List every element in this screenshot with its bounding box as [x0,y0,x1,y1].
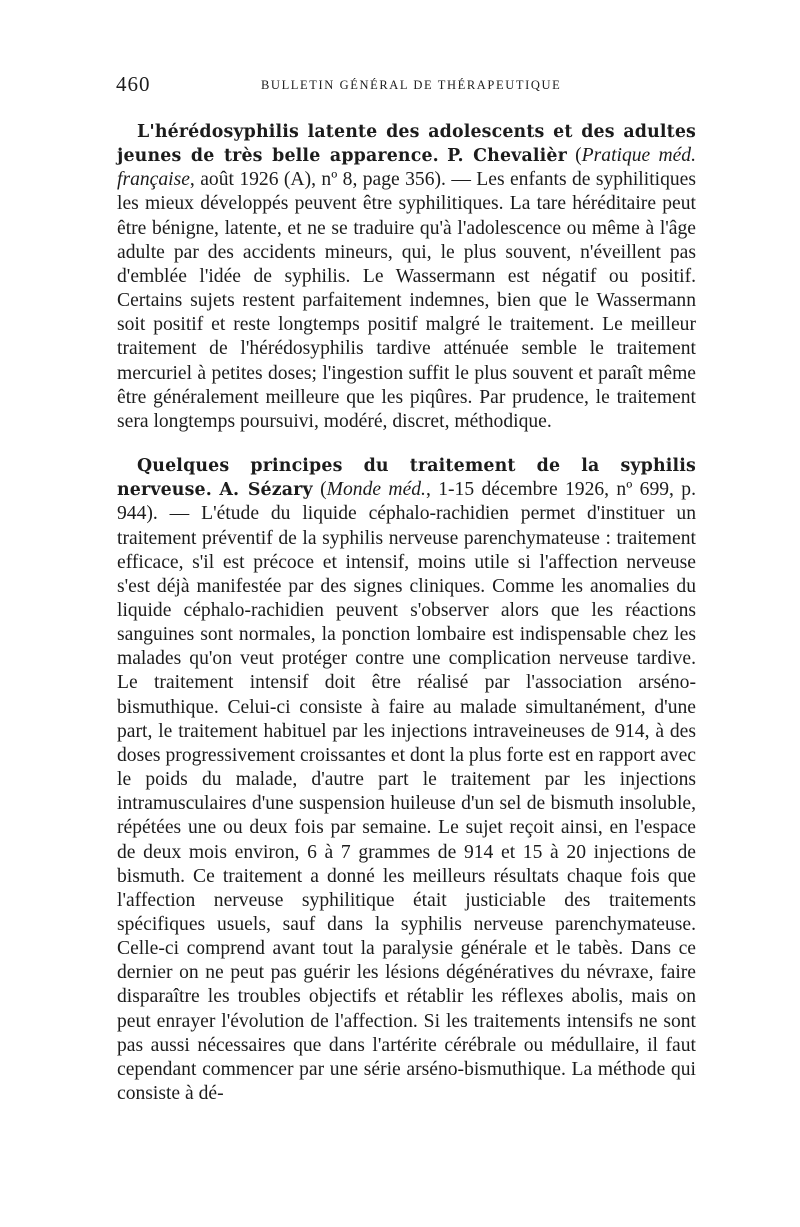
citation-details: , août 1926 (A), nº 8, page 356). [189,169,446,191]
article-author: A. Sézary [219,480,313,501]
running-head [116,72,696,102]
abstract-neurosyphilis-treatment [117,454,696,1106]
journal-title: BULLETIN GÉNÉRAL DE THÉRAPEUTIQUE [261,78,562,92]
page-content [117,120,696,1106]
abstract-body: — L'étude du liquide céphalo-rachidien permet d'instituer un traitement préventif de la syphilis nerveuse parenchymateuse : traitement efficace, s'il est précoce et intensif, moins utile si l'affection nerveuse s'est déjà manifestée par des signes cliniques. Comme les anomalies du liquide céphalo-rachidien peuvent s'observer alors que les réactions sanguines sont normales, la ponction lombaire est indispensable chez les malades qu'on veut protéger contre une complication nerveuse tardive. Le traitement intensif doit être réalisé par l'association arséno-bismuthique. Celui-ci consiste à faire au malade simultanément, d'une part, le traitement habituel par les injections intraveineuses de 914, à des doses progressivement croissantes et dont la plus forte est en rapport avec le poids du malade, d'autre part le traitement par les injections intramusculaires d'une suspension huileuse d'un sel de bismuth insoluble, répétées une ou deux fois par semaine. Le sujet reçoit ainsi, en l'espace de deux mois environ, 6 à 7 grammes de 914 et 15 à 20 injections de bismuth. Ce traitement a donné les meilleurs résultats chaque fois que l'affection nerveuse syphilitique était justiciable des traitements spécifiques usuels, sauf dans la syphilis nerveuse parenchymateuse. Celle-ci comprend avant tout la paralysie générale et le tabès. Dans ce dernier on ne peut pas guérir les lésions dégénératives du névraxe, faire disparaître les troubles objectifs et rétablir les réflexes abolis, mais on peut enrayer l'évolution de l'affection. Si les traitements intensifs ne sont pas aussi nécessaires que dans l'artérite cérébrale ou médullaire, il faut cependant commencer par une série arséno-bismuthique. La méthode qui consiste à dé- [117,503,696,1105]
abstract-hereditary-syphilis [117,120,696,434]
abstract-body: — Les enfants de syphilitiques les mieux développés peuvent être syphilitiques. La tare héréditaire peut être bénigne, latente, et ne se traduire qu'à l'adolescence ou même à l'âge adulte par des accidents mineurs, qui, le plus souvent, n'éveillent pas d'emblée l'idée de syphilis. Le Wassermann est négatif ou positif. Certains sujets restent parfaitement indemnes, bien que le Wassermann soit positif et reste longtemps positif malgré le traitement. Le meilleur traitement de l'hérédosyphilis tardive atténuée semble le traitement mercuriel à petites doses; l'ingestion suffit le plus souvent et paraît même être généralement meilleure que les piqûres. Par prudence, le traitement sera longtemps poursuivi, modéré, discret, méthodique. [117,169,696,432]
citation-source: Pratique méd. française [117,145,697,191]
page-number: 460 [116,72,151,96]
article-author: P. Chevalièr [447,146,567,167]
citation-open: ( [575,145,582,167]
citation-details: , 1-15 décembre 1926, nº 699, p. 944). [117,479,696,525]
citation-open: ( [320,479,327,501]
article-title: Quelques principes du traitement de la syphilis nerveuse. [117,456,696,501]
article-title: L'hérédosyphilis latente des adolescents et des adultes jeunes de très belle apparence. [117,122,696,167]
citation-source: Monde méd. [326,479,426,501]
